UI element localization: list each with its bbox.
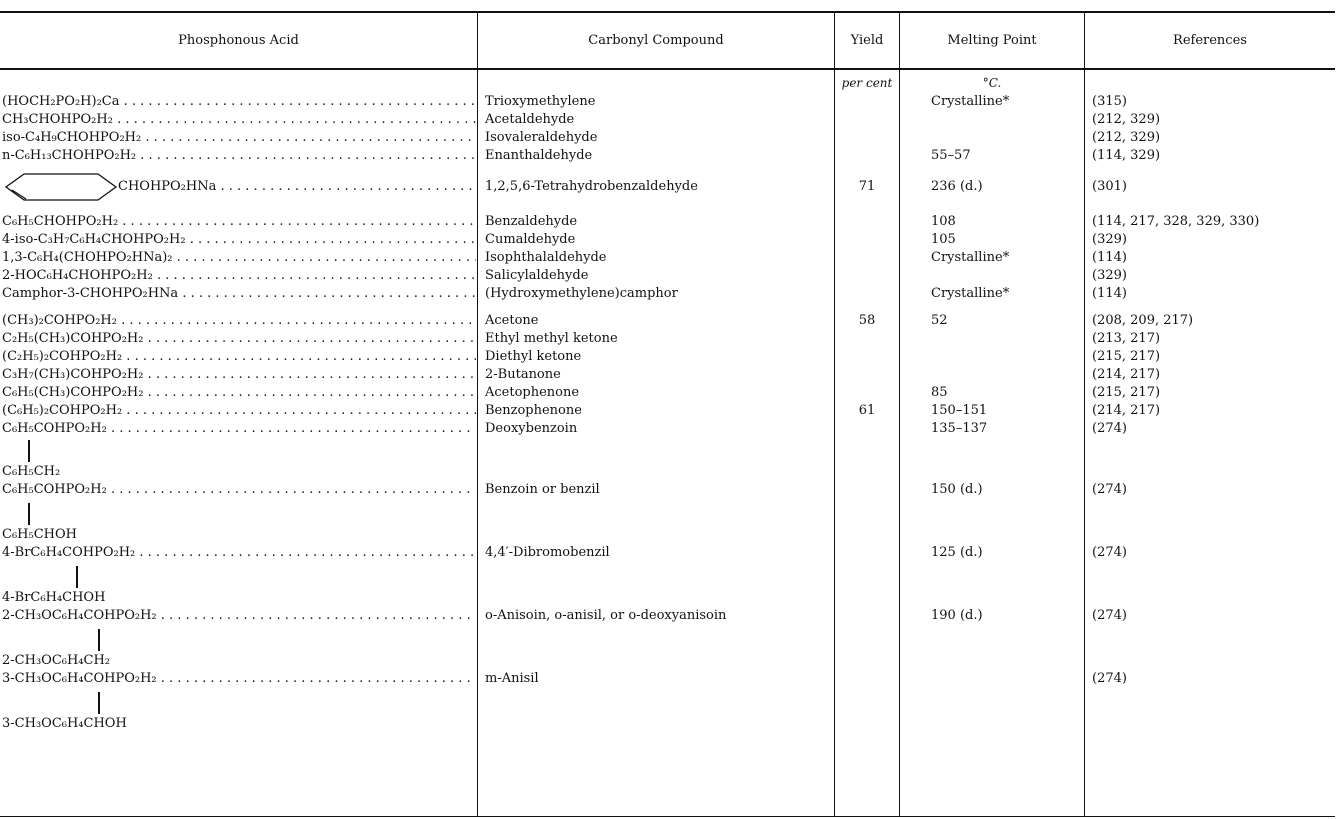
acid-cell: C₆H₅(CH₃)COHPO₂H₂ . . . [2,384,476,402]
header-yield: Yield [850,33,884,48]
carbonyl-cell: Acetaldehyde [485,112,575,127]
table-row [0,249,1335,267]
table-row [0,607,1335,625]
substituent-label: 3-CH₃OC₆H₄CHOH [2,716,127,731]
table-row [0,173,1335,201]
substituent-label: C₆H₅CH₂ [2,464,61,479]
mp-cell: 55–57 [931,148,971,163]
carbonyl-cell: Isophthalaldehyde [485,250,607,265]
refs-cell: (274) [1092,608,1127,623]
acid-cell: (HOCH₂PO₂H)₂Ca . . . [2,93,476,111]
carbonyl-cell: Trioxymethylene [485,94,596,109]
table-row [0,213,1335,231]
table-row [0,312,1335,330]
header-rule [0,68,1335,70]
refs-cell: (301) [1092,179,1127,194]
table-row [0,93,1335,111]
carbonyl-cell: m-Anisil [485,671,539,686]
carbonyl-cell: 1,2,5,6-Tetrahydrobenzaldehyde [485,179,698,194]
table-row [0,420,1335,438]
refs-cell: (208, 209, 217) [1092,313,1194,328]
acid-cell: (CH₃)₂COHPO₂H₂ . . . [2,312,476,330]
table-row [0,366,1335,384]
acid-cell: C₂H₅(CH₃)COHPO₂H₂ . . . [2,330,476,348]
refs-cell: (215, 217) [1092,385,1161,400]
table-row [0,147,1335,165]
mp-cell: 108 [931,214,956,229]
refs-cell: (329) [1092,232,1127,247]
degree-sign: ° [982,76,989,90]
acid-cell: (C₆H₅)₂COHPO₂H₂ . . . [2,402,476,420]
acid-cell: C₆H₅CHOHPO₂H₂ . . . [2,213,476,231]
units-melting-point [900,73,1084,93]
header-phosphonous-acid: Phosphonous Acid [178,33,299,48]
refs-cell: (215, 217) [1092,349,1161,364]
table-row [0,402,1335,420]
refs-cell: (214, 217) [1092,403,1161,418]
carbonyl-cell: Ethyl methyl ketone [485,331,618,346]
carbonyl-cell: Cumaldehyde [485,232,576,247]
substituent-label: 2-CH₃OC₆H₄CH₂ [2,653,111,668]
yield-cell: 58 [858,313,876,328]
bond-line [28,503,30,525]
refs-cell: (212, 329) [1092,112,1161,127]
substituent-label: C₆H₅CHOH [2,527,77,542]
acid-cell: CH₃CHOHPO₂H₂ . . . [2,111,476,129]
mp-cell: 236 (d.) [931,179,983,194]
carbonyl-cell: Benzaldehyde [485,214,578,229]
table-row [0,670,1335,688]
refs-cell: (315) [1092,94,1127,109]
refs-cell: (214, 217) [1092,367,1161,382]
mp-cell: 105 [931,232,956,247]
acid-cell: 4-iso-C₃H₇C₆H₄CHOHPO₂H₂ . . . [2,231,476,249]
table-row [0,285,1335,303]
table-row [0,384,1335,402]
acid-cell: CHOHPO₂HNa . . . [118,173,474,201]
header-carbonyl-compound: Carbonyl Compound [588,33,724,48]
acid-cell: 3-CH₃OC₆H₄COHPO₂H₂ . . . [2,670,476,688]
mp-cell: 150 (d.) [931,482,983,497]
refs-cell: (274) [1092,671,1127,686]
mp-cell: 52 [931,313,948,328]
units-yield: per cent [841,76,893,90]
acid-cell: iso-C₄H₉CHOHPO₂H₂ . . . [2,129,476,147]
table-row [0,481,1335,499]
mp-cell: Crystalline* [931,286,1010,301]
table-row [0,348,1335,366]
refs-cell: (274) [1092,482,1127,497]
table-row [0,111,1335,129]
acid-cell: C₆H₅COHPO₂H₂ . . . [2,420,476,438]
bond-line [98,692,100,714]
substituent-label: 4-BrC₆H₄CHOH [2,590,106,605]
acid-cell: C₃H₇(CH₃)COHPO₂H₂ . . . [2,366,476,384]
bond-line [76,566,78,588]
mp-cell: 135–137 [931,421,988,436]
table-frame [0,11,1335,817]
mp-cell: 125 (d.) [931,545,983,560]
refs-cell: (274) [1092,421,1127,436]
acid-cell: 2-CH₃OC₆H₄COHPO₂H₂ . . . [2,607,476,625]
mp-cell: 190 (d.) [931,608,983,623]
carbonyl-cell: 4,4′-Dibromobenzil [485,545,610,560]
carbonyl-cell: o-Anisoin, o-anisil, or o-deoxyanisoin [485,608,727,623]
refs-cell: (212, 329) [1092,130,1161,145]
carbonyl-cell: 2-Butanone [485,367,561,382]
refs-cell: (329) [1092,268,1127,283]
refs-cell: (213, 217) [1092,331,1161,346]
carbonyl-cell: Deoxybenzoin [485,421,578,436]
carbonyl-cell: Benzophenone [485,403,582,418]
table-row [0,129,1335,147]
celsius-unit: C. [988,76,1002,90]
header-melting-point: Melting Point [947,33,1037,48]
acid-cell: (C₂H₅)₂COHPO₂H₂ . . . [2,348,476,366]
acid-cell: n-C₆H₁₃CHOHPO₂H₂ . . . [2,147,476,165]
bond-line [28,440,30,462]
carbonyl-cell: Salicylaldehyde [485,268,589,283]
acid-cell: 4-BrC₆H₄COHPO₂H₂ . . . [2,544,476,562]
table-row [0,231,1335,249]
yield-cell: 61 [858,403,876,418]
yield-cell: 71 [858,179,876,194]
refs-cell: (114) [1092,250,1127,265]
carbonyl-cell: Isovaleraldehyde [485,130,598,145]
table-row [0,267,1335,285]
header-references: References [1173,33,1247,48]
acid-cell: Camphor-3-CHOHPO₂HNa . . . [2,285,476,303]
mp-cell: Crystalline* [931,94,1010,109]
bond-line [98,629,100,651]
table-row [0,330,1335,348]
carbonyl-cell: Benzoin or benzil [485,482,600,497]
carbonyl-cell: Diethyl ketone [485,349,582,364]
acid-cell: 2-HOC₆H₄CHOHPO₂H₂ . . . [2,267,476,285]
acid-cell: C₆H₅COHPO₂H₂ . . . [2,481,476,499]
table-row [0,544,1335,562]
refs-cell: (274) [1092,545,1127,560]
acid-cell: 1,3-C₆H₄(CHOHPO₂HNa)₂ . . . [2,249,476,267]
carbonyl-cell: Enanthaldehyde [485,148,593,163]
cyclohexene-ring-icon [2,173,118,201]
refs-cell: (114, 217, 328, 329, 330) [1092,214,1260,229]
carbonyl-cell: Acetophenone [485,385,580,400]
mp-cell: 150–151 [931,403,988,418]
mp-cell: 85 [931,385,948,400]
mp-cell: Crystalline* [931,250,1010,265]
refs-cell: (114, 329) [1092,148,1161,163]
refs-cell: (114) [1092,286,1127,301]
carbonyl-cell: Acetone [485,313,539,328]
carbonyl-cell: (Hydroxymethylene)camphor [485,286,678,301]
